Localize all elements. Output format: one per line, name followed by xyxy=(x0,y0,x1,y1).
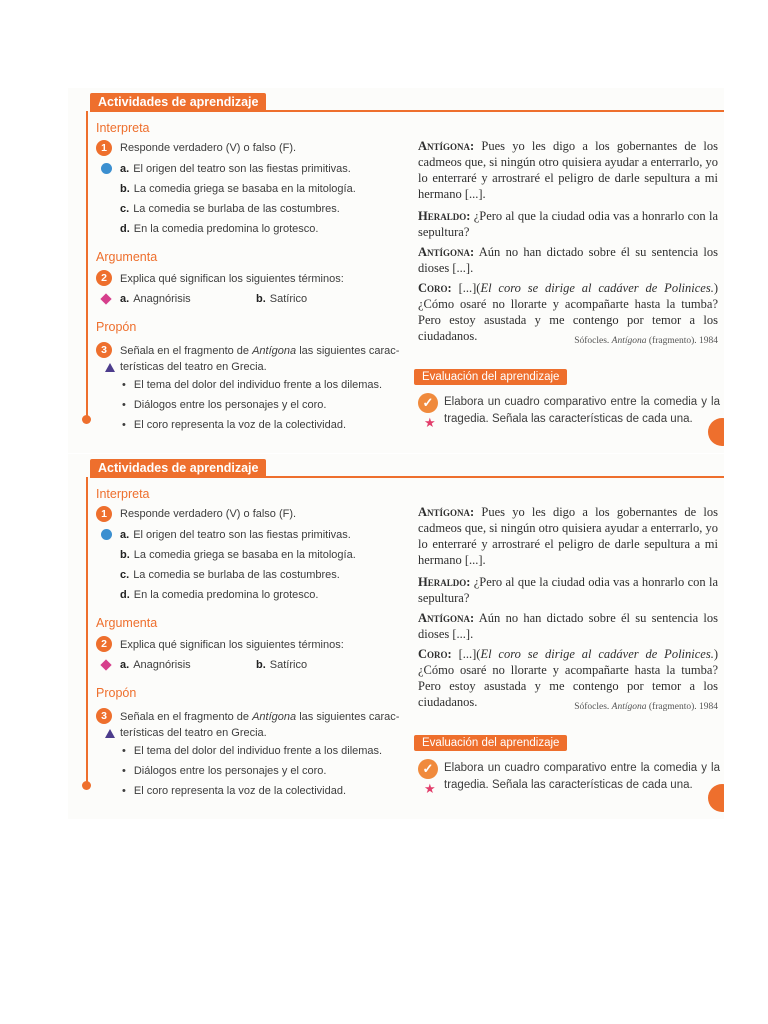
interpreta-title: Interpreta xyxy=(96,121,150,135)
list-item: b. La comedia griega se basaba en la mitología. xyxy=(120,549,356,561)
bullet-item: • El coro representa la voz de la colectividad. xyxy=(122,784,346,798)
evaluation-header: Evaluación del aprendizaje xyxy=(414,735,567,751)
header-rule xyxy=(90,476,724,478)
circle-marker-icon xyxy=(101,163,112,174)
activity-panel-top xyxy=(68,88,724,453)
list-item: d. En la comedia predomina lo grotesco. xyxy=(120,589,319,601)
question-number-2: 2 xyxy=(96,636,112,652)
dialogue-heraldo: Heraldo: ¿Pero al que la ciudad odia vas a honrarlo con la sepultura? xyxy=(418,575,718,605)
list-item: d. En la comedia predomina lo grotesco. xyxy=(120,223,319,235)
section-header: Actividades de aprendizaje xyxy=(90,459,266,477)
interpreta-title: Interpreta xyxy=(96,487,150,501)
check-icon: ✓ xyxy=(418,393,438,413)
triangle-marker-icon xyxy=(105,363,115,372)
section-header: Actividades de aprendizaje xyxy=(90,93,266,111)
question-number-1: 1 xyxy=(96,140,112,156)
bullet-item: • Diálogos entre los personajes y el coro. xyxy=(122,398,326,412)
dialogue-antigona-1: Antígona: Pues yo les digo a los gobernantes de los cadmeos que, si ningún otro quisiera ayudar a enterrarlo, yo lo enterraré y arrostraré el peligro de darle sepultura a mi hermano [...]. xyxy=(418,139,719,201)
vertical-rule xyxy=(86,477,88,783)
bullet-item: • Diálogos entre los personajes y el coro. xyxy=(122,764,326,778)
question-3-cont: terísticas del teatro en Grecia. xyxy=(120,361,267,373)
bullet-item: • El tema del dolor del individuo frente a los dilemas. xyxy=(122,744,382,758)
dialogue-heraldo: Heraldo: ¿Pero al que la ciudad odia vas a honrarlo con la sepultura? xyxy=(418,209,718,239)
circle-marker-icon xyxy=(101,529,112,540)
citation: Sófocles. Antígona (fragmento). 1984 xyxy=(574,336,718,346)
term-a: a. Anagnórisis xyxy=(120,293,191,305)
page-corner-tab xyxy=(708,784,724,812)
page-corner-tab xyxy=(708,418,724,446)
question-2: Explica qué significan los siguientes términos: xyxy=(120,639,344,651)
list-item: a. El origen del teatro son las fiestas primitivas. xyxy=(120,529,351,541)
dialogue-coro: Coro: [...](El coro se dirige al cadáver de Polinices.) ¿Cómo osaré no llorarte y acompañarte hasta la tumba? Pero estoy asustada y me contengo por temor a los ciudadanos. xyxy=(418,281,718,343)
evaluation-text: Elabora un cuadro comparativo entre la comedia y la tragedia. Señala las características de cada una. xyxy=(444,762,720,791)
argumenta-title: Argumenta xyxy=(96,616,158,630)
list-item: c. La comedia se burlaba de las costumbres. xyxy=(120,569,340,581)
argumenta-title: Argumenta xyxy=(96,250,158,264)
question-number-3: 3 xyxy=(96,342,112,358)
evaluation-header: Evaluación del aprendizaje xyxy=(414,369,567,385)
question-number-3: 3 xyxy=(96,708,112,724)
vertical-rule xyxy=(86,111,88,417)
question-number-1: 1 xyxy=(96,506,112,522)
question-number-2: 2 xyxy=(96,270,112,286)
list-item: c. La comedia se burlaba de las costumbres. xyxy=(120,203,340,215)
header-rule xyxy=(90,110,724,112)
star-marker-icon: ★ xyxy=(424,415,436,430)
propon-title: Propón xyxy=(96,320,137,334)
check-icon: ✓ xyxy=(418,759,438,779)
list-item: a. El origen del teatro son las fiestas primitivas. xyxy=(120,163,351,175)
diamond-marker-icon xyxy=(100,659,111,670)
question-3: Señala en el fragmento de Antígona las siguientes carac- xyxy=(120,345,400,357)
citation: Sófocles. Antígona (fragmento). 1984 xyxy=(574,702,718,712)
question-1: Responde verdadero (V) o falso (F). xyxy=(120,142,297,154)
question-3: Señala en el fragmento de Antígona las siguientes carac- xyxy=(120,711,400,723)
bullet-item: • El coro representa la voz de la colectividad. xyxy=(122,418,346,432)
question-1: Responde verdadero (V) o falso (F). xyxy=(120,508,297,520)
evaluation-text: Elabora un cuadro comparativo entre la comedia y la tragedia. Señala las características de cada una. xyxy=(444,396,720,425)
diamond-marker-icon xyxy=(100,293,111,304)
propon-title: Propón xyxy=(96,686,137,700)
dialogue-antigona-2: Antígona: Aún no han dictado sobre él su sentencia los dioses [...]. xyxy=(418,611,719,641)
question-3-cont: terísticas del teatro en Grecia. xyxy=(120,727,267,739)
term-b: b. Satírico xyxy=(256,293,308,305)
question-2: Explica qué significan los siguientes términos: xyxy=(120,273,344,285)
activity-panel-bottom xyxy=(68,454,724,819)
dialogue-antigona-2: Antígona: Aún no han dictado sobre él su sentencia los dioses [...]. xyxy=(418,245,719,275)
rule-end-dot xyxy=(82,415,91,424)
triangle-marker-icon xyxy=(105,729,115,738)
rule-end-dot xyxy=(82,781,91,790)
bullet-item: • El tema del dolor del individuo frente a los dilemas. xyxy=(122,378,382,392)
dialogue-antigona-1: Antígona: Pues yo les digo a los gobernantes de los cadmeos que, si ningún otro quisiera ayudar a enterrarlo, yo lo enterraré y arrostraré el peligro de darle sepultura a mi hermano [...]. xyxy=(418,505,719,567)
dialogue-coro: Coro: [...](El coro se dirige al cadáver de Polinices.) ¿Cómo osaré no llorarte y acompañarte hasta la tumba? Pero estoy asustada y me contengo por temor a los ciudadanos. xyxy=(418,647,718,709)
star-marker-icon: ★ xyxy=(424,781,436,796)
term-a: a. Anagnórisis xyxy=(120,659,191,671)
list-item: b. La comedia griega se basaba en la mitología. xyxy=(120,183,356,195)
term-b: b. Satírico xyxy=(256,659,308,671)
